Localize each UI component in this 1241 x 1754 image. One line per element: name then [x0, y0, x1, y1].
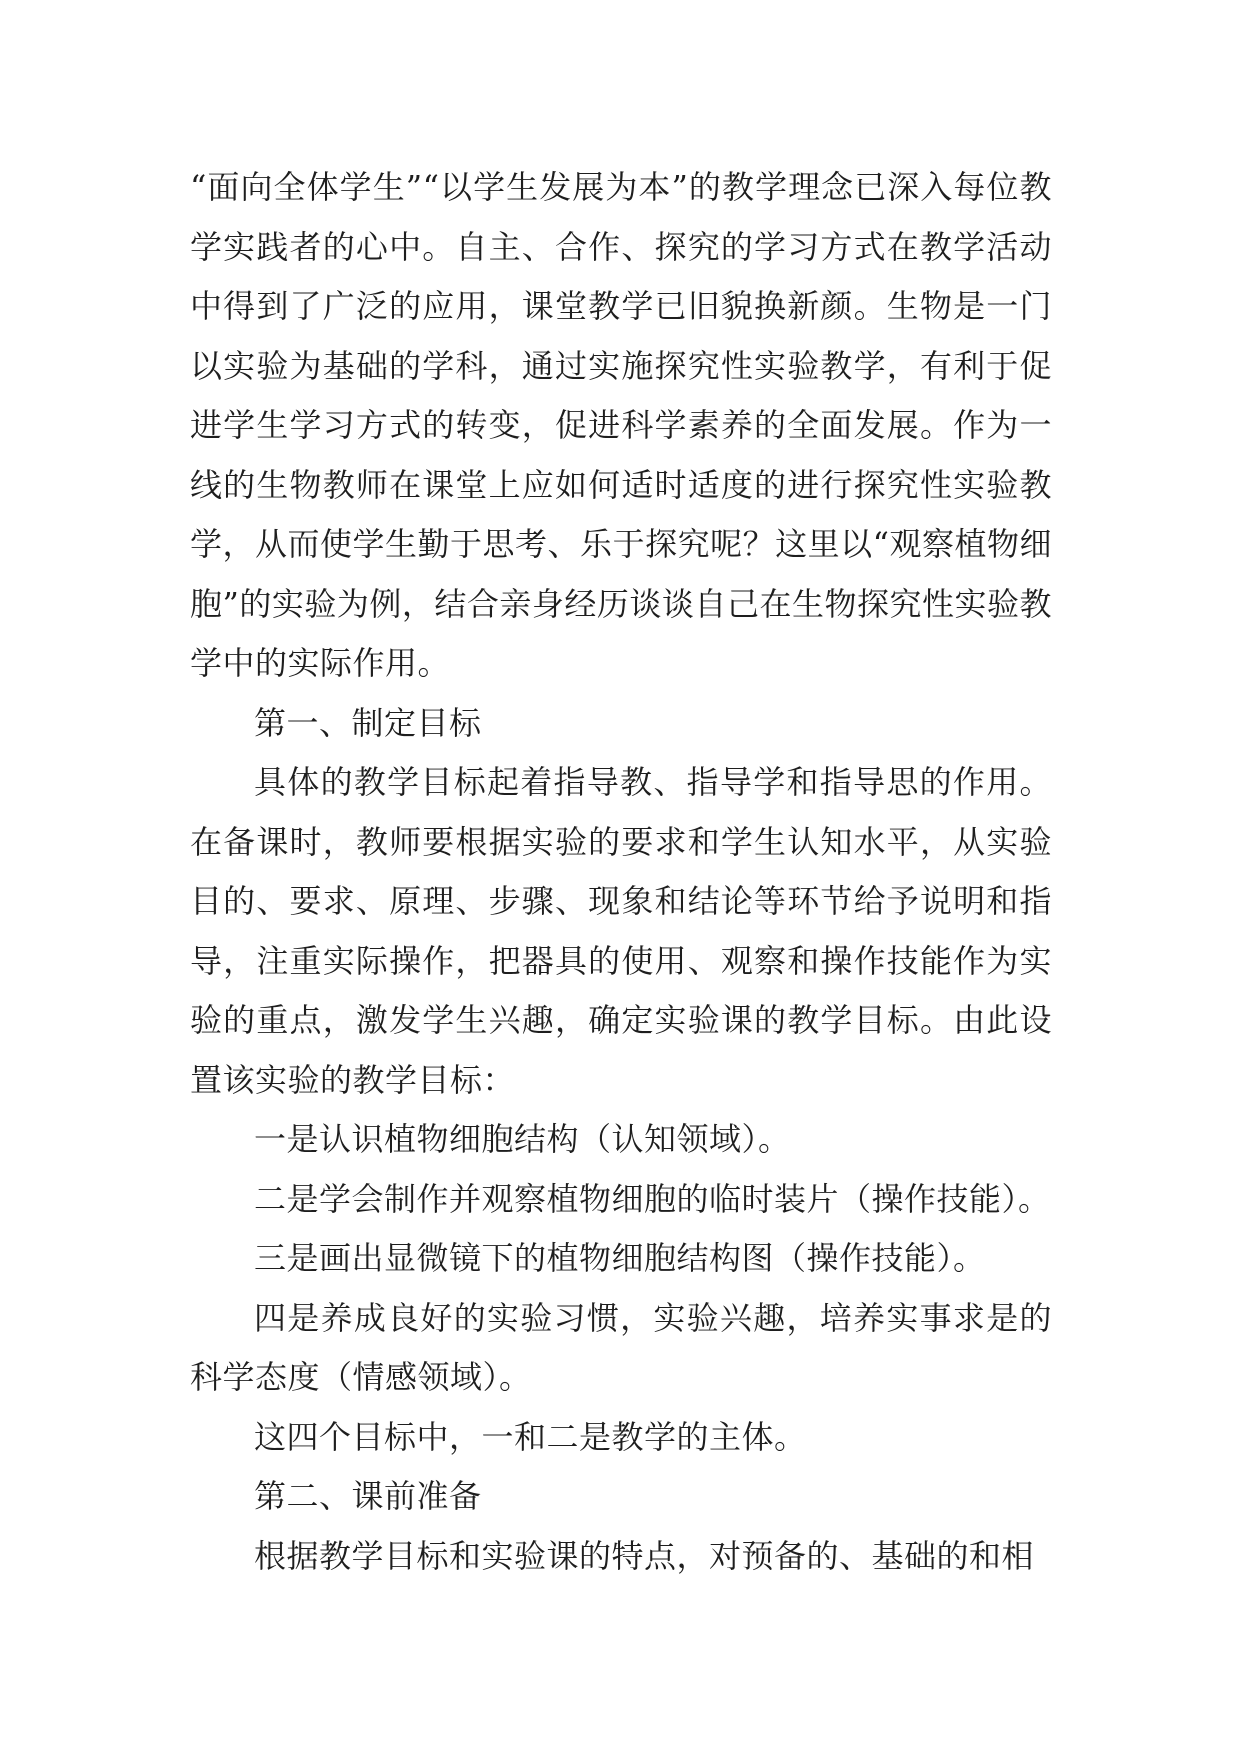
section-heading-2: 第二、课前准备 — [254, 1477, 482, 1515]
goal-item-2: 二是学会制作并观察植物细胞的临时装片（操作技能）。 — [254, 1179, 1051, 1218]
goal-item-3: 三是画出显微镜下的植物细胞结构图（操作技能）。 — [254, 1239, 986, 1277]
goal-item-4: 四是养成良好的实验习惯，实验兴趣，培养实事求是的科学态度（情感领域）。 — [190, 1298, 1052, 1396]
paragraph-preparation: 根据教学目标和实验课的特点，对预备的、基础的和相 — [254, 1536, 1035, 1575]
section-heading-1: 第一、制定目标 — [254, 703, 482, 742]
document-body — [190, 158, 1052, 1586]
paragraph-goals: 具体的教学目标起着指导教、指导学和指导思的作用。在备课时，教师要根据实验的要求和学生认知水平，从实验目的、要求、原理、步骤、现象和结论等环节给予说明和指导，注重实际操作，把器具的使用、观察和操作技能作为实验的重点，激发学生兴趣，确定实验课的教学目标。由此设置该实验的教学目标： — [190, 763, 1052, 1099]
paragraph-intro: “面向全体学生”“以学生发展为本”的教学理念已深入每位教学实践者的心中。自主、合作、探究的学习方式在教学活动中得到了广泛的应用，课堂教学已旧貌换新颜。生物是一门以实验为基础的学科，通过实施探究性实验教学，有利于促进学生学习方式的转变，促进科学素养的全面发展。作为一线的生物教师在课堂上应如何适时适度的进行探究性实验教学，从而使学生勤于思考、乐于探究呢？这里以“观察植物细胞”的实验为例，结合亲身经历谈谈自己在生物探究性实验教学中的实际作用。 — [190, 168, 1052, 682]
goals-summary: 这四个目标中，一和二是教学的主体。 — [254, 1417, 807, 1456]
goal-item-1: 一是认识植物细胞结构（认知领域）。 — [254, 1120, 791, 1158]
